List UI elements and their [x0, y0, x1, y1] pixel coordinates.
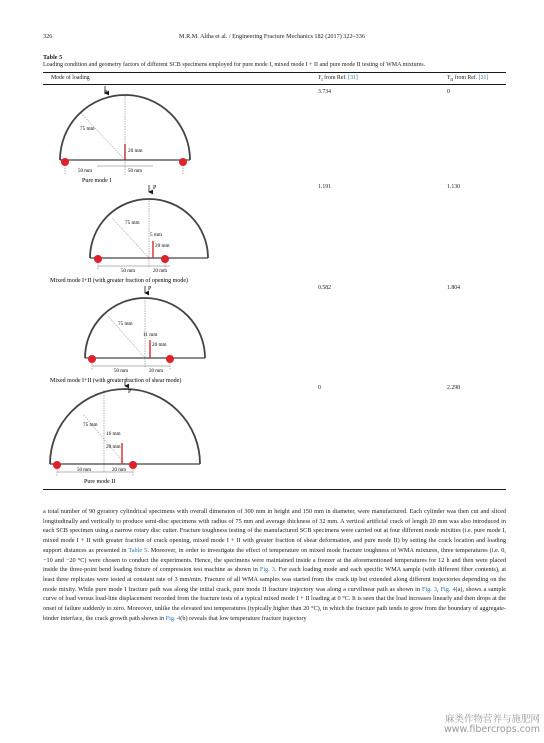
table-label: Table 5	[43, 54, 63, 61]
span-right-label: 50 mm	[128, 169, 143, 174]
semi-disc-arc	[50, 389, 200, 464]
span-left-label: 50 mm	[114, 369, 129, 374]
load-label: P	[148, 286, 152, 292]
support-pin	[179, 158, 187, 166]
offset-label: 16 mm	[106, 431, 121, 437]
diagram-pure-mode-2	[50, 379, 200, 485]
diagram-caption: Mixed mode I+II (with greater fraction of shear mode)	[50, 378, 182, 384]
ref-link[interactable]: [31]	[478, 75, 489, 81]
span-left-label: 50 mm	[77, 468, 92, 473]
span-right-label: 20 mm	[112, 468, 127, 473]
fig4-link[interactable]: Fig. 4	[440, 585, 456, 593]
diagram-caption: Mixed mode I+II (with greater fraction of opening mode)	[50, 278, 189, 284]
offset-label: 5 mm	[150, 232, 162, 238]
diagram-caption: Pure mode II	[84, 479, 116, 485]
support-pin	[161, 255, 169, 263]
crack-label: 20 mm	[106, 444, 121, 450]
column-header-y2: $Y_{II}$ from Ref. [31]	[447, 75, 489, 83]
running-title: M.R.M. Aliha et al. / Engineering Fracture Mechanics 182 (2017) 322–336	[179, 33, 365, 40]
radius-line	[80, 112, 125, 160]
table-bottom-rule	[43, 489, 506, 490]
diagram-pure-mode-1	[60, 86, 190, 184]
load-label: P	[153, 185, 157, 191]
column-header-mode: Mode of loading	[51, 75, 90, 81]
body-paragraph: a total number of 90 gyratory cylindrical specimens with overall dimension of 300 mm in height and 150 mm in diameter, were manufactured. Each cylinder was then cut and sliced longitudinally and vertically to produce semi-disc specimens with radius of 75 mm and average thickness of 32 mm. A vertical artificial crack of length 20 mm was also introduced in each SCB specimen using a narrow rotary disc cutter. Fracture toughness testing of the manufactured SCB specimens were carried out at four different mode mixities (i.e. pure mode I, mixed mode I + II with greater fraction of crack opening, mixed mode I + II with greater fraction of shear deformation, and pure mode II) by setting the crack location and loading support distances as presented in Table 5. Moreover, in order to investigate the effect of temperature on mixed mode fracture toughness of WMA mixtures, three temperatures (i.e. 0, −10 and −20 °C) were chosen to conduct the experiments. Hence, the specimens were maintained inside a freezer at the aforementioned temperatures for 12 h and then were placed inside the three-point bend loading fixture of compression test machine as shown in Fig. 3. For each loading mode and each specific WMA sample (with different fiber contents), at least three replicates were tested at constant rate of 3 mm/min. Fracture of all WMA samples was started from the crack tip but extended along different trajectories depending on the mode mixity. While pure mode I fracture path was along the initial crack, pure mode II fracture trajectory was along a curvilinear path as shown in Fig. 3, Fig. 4(a), shows a sample curve of load versus load-line displacement recorded from the fracture tests of a typical mixed mode I + II loading at 0 °C. It is seen that the load increases linearly and then drops at the onset of failure suddenly to zero. Moreover, unlike the elevated test temperatures (typically higher than 20 °C), in which the fracture path tends to grow from the boundary of aggregate-binder interface, the crack growth path shown in Fig. 4(b) reveals that low temperature fracture trajectory	[43, 508, 507, 622]
span-left-label: 50 mm	[78, 169, 93, 174]
diagram-mixed-mode-shear	[50, 286, 205, 384]
fig3-link[interactable]: Fig. 3	[421, 585, 437, 593]
fig4-link[interactable]: Fig. 4	[165, 614, 181, 622]
load-label: P	[104, 90, 108, 96]
radius-label: 75 mm	[118, 321, 133, 327]
table5-link[interactable]: Table 5	[128, 546, 148, 554]
load-label: P	[128, 389, 132, 395]
radius-label: 75 mm	[83, 422, 98, 428]
support-pin	[166, 355, 174, 363]
row4-y2-value: 2.298	[447, 385, 461, 391]
row2-y1-value: 1.191	[318, 184, 332, 190]
table-caption: Loading condition and geometry factors of different SCB specimens employed for pure mode I, mixed mode I + II and pure mode II testing of WMA mixtures.	[43, 62, 426, 68]
row1-y2-value: 0	[447, 89, 450, 95]
watermark-line2: www.fibercrops.com	[443, 724, 540, 735]
watermark-line1: 麻类作物营养与施肥网	[444, 714, 540, 725]
crack-label: 20 mm	[128, 148, 143, 154]
offset-label: 11 mm	[143, 332, 158, 338]
row3-y1-value: 0.582	[318, 285, 332, 291]
row1-y1-value: 3.734	[318, 89, 332, 95]
row3-y2-value: 1.804	[447, 285, 461, 291]
diagram-mixed-mode-opening	[50, 185, 208, 284]
row4-y1-value: 0	[318, 385, 321, 391]
span-left-label: 50 mm	[121, 269, 136, 274]
page-number: 326	[43, 33, 53, 40]
span-right-label: 20 mm	[149, 369, 164, 374]
support-pin	[94, 255, 102, 263]
span-right-label: 20 mm	[153, 269, 168, 274]
radius-label: 75 mm	[80, 126, 95, 132]
fig3-link[interactable]: Fig. 3	[259, 566, 275, 574]
support-pin	[129, 461, 137, 469]
column-header-y1: $Y_I$ from Ref. [31]	[318, 75, 358, 83]
row2-y2-value: 1.130	[447, 184, 461, 190]
crack-label: 20 mm	[152, 342, 167, 348]
radius-label: 75 mm	[125, 220, 140, 226]
support-pin	[88, 355, 96, 363]
ref-link[interactable]: [31]	[348, 75, 358, 81]
support-pin	[53, 461, 61, 469]
crack-label: 20 mm	[155, 243, 170, 249]
diagram-caption: Pure mode I	[82, 178, 112, 184]
support-pin	[61, 158, 69, 166]
